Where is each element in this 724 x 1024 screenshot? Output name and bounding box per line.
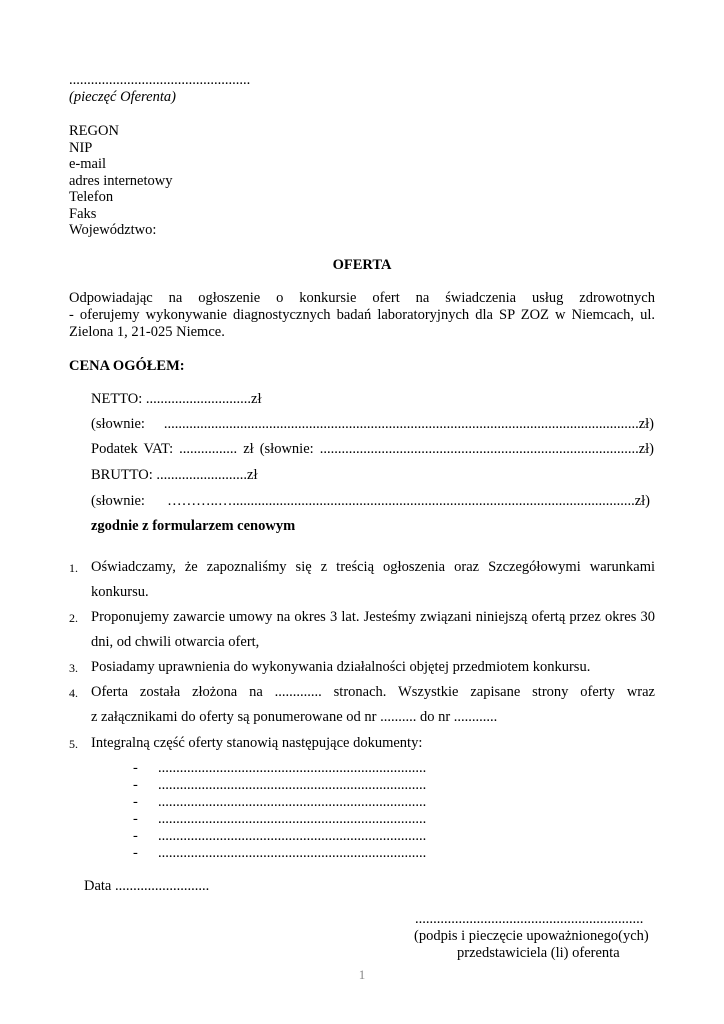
intro-line-1: Odpowiadając na ogłoszenie o konkursie ofert na świadczenia usług zdrowotnych xyxy=(69,290,655,306)
signature-dots: ............................................................... xyxy=(415,911,644,927)
document-bullet: - xyxy=(133,794,138,810)
field-phone: Telefon xyxy=(69,189,114,205)
declaration-1-line-1: Oświadczamy, że zapoznaliśmy się z treścią ogłoszenia oraz Szczegółowymi warunkami xyxy=(91,559,655,575)
document-item-4: .......................................................................... xyxy=(158,811,427,827)
declaration-5-number: 5. xyxy=(69,737,78,751)
field-website: adres internetowy xyxy=(69,172,173,189)
intro-line-2: - oferujemy wykonywanie diagnostycznych badań laboratoryjnych dla SP ZOZ w Niemcach, ul. xyxy=(69,307,655,323)
field-regon: REGON xyxy=(69,123,119,139)
declaration-1-line-2: konkursu. xyxy=(91,584,149,600)
stamp-label: (pieczęć Oferenta) xyxy=(69,89,176,105)
field-nip: NIP xyxy=(69,139,93,156)
declaration-4-number: 4. xyxy=(69,686,78,700)
declaration-5-line-1: Integralną część oferty stanowią następujące dokumenty: xyxy=(91,735,423,751)
declaration-3-number: 3. xyxy=(69,661,78,675)
document-bullet: - xyxy=(133,828,138,844)
price-heading: CENA OGÓŁEM: xyxy=(69,358,185,374)
document-bullet: - xyxy=(133,811,138,827)
field-voivodeship: Województwo: xyxy=(69,222,157,238)
field-email: e-mail xyxy=(69,156,107,172)
date-line: Data .......................... xyxy=(84,878,210,894)
declaration-2-number: 2. xyxy=(69,611,78,625)
document-item-1: .......................................................................... xyxy=(158,760,427,776)
price-note: zgodnie z formularzem cenowym xyxy=(91,518,296,534)
declaration-4-line-1: Oferta została złożona na ............. stronach. Wszystkie zapisane strony oferty wraz xyxy=(91,684,655,700)
stamp-dots: .................................................. xyxy=(69,72,251,88)
page-number: 1 xyxy=(358,967,366,982)
netto-words-line: (słownie: ...................................................................................................................................zł) xyxy=(91,416,654,432)
declaration-3-line-1: Posiadamy uprawnienia do wykonywania działalności objętej przedmiotem konkursu. xyxy=(91,659,591,675)
field-fax: Faks xyxy=(69,205,97,222)
document-item-6: .......................................................................... xyxy=(158,845,427,861)
page-title: OFERTA xyxy=(332,257,392,273)
document-bullet: - xyxy=(133,777,138,793)
document-bullet: - xyxy=(133,845,138,861)
document-bullet: - xyxy=(133,760,138,776)
brutto-words-line: (słownie: ………..…...............................................................................................................zł) xyxy=(91,493,650,509)
netto-line: NETTO: .............................zł xyxy=(91,391,262,407)
brutto-line: BRUTTO: .........................zł xyxy=(91,467,258,483)
declaration-4-line-2: z załącznikami do oferty są ponumerowane od nr .......... do nr ............ xyxy=(91,709,498,725)
declaration-2-line-2: dni, od chwili otwarcia ofert, xyxy=(91,634,260,650)
document-item-2: .......................................................................... xyxy=(158,777,427,793)
declaration-1-number: 1. xyxy=(69,561,78,575)
signature-label-2: przedstawiciela (li) oferenta xyxy=(457,945,620,961)
declaration-2-line-1: Proponujemy zawarcie umowy na okres 3 lat. Jesteśmy związani niniejszą ofertą przez okres 30 xyxy=(91,609,655,625)
document-item-5: .......................................................................... xyxy=(158,828,427,844)
signature-label-1: (podpis i pieczęcie upoważnionego(ych) xyxy=(414,928,649,944)
vat-line: Podatek VAT: ................ zł (słownie: ........................................................................................zł) xyxy=(91,441,654,457)
document-item-3: .......................................................................... xyxy=(158,794,427,810)
intro-line-3: Zielona 1, 21-025 Niemce. xyxy=(69,324,225,340)
